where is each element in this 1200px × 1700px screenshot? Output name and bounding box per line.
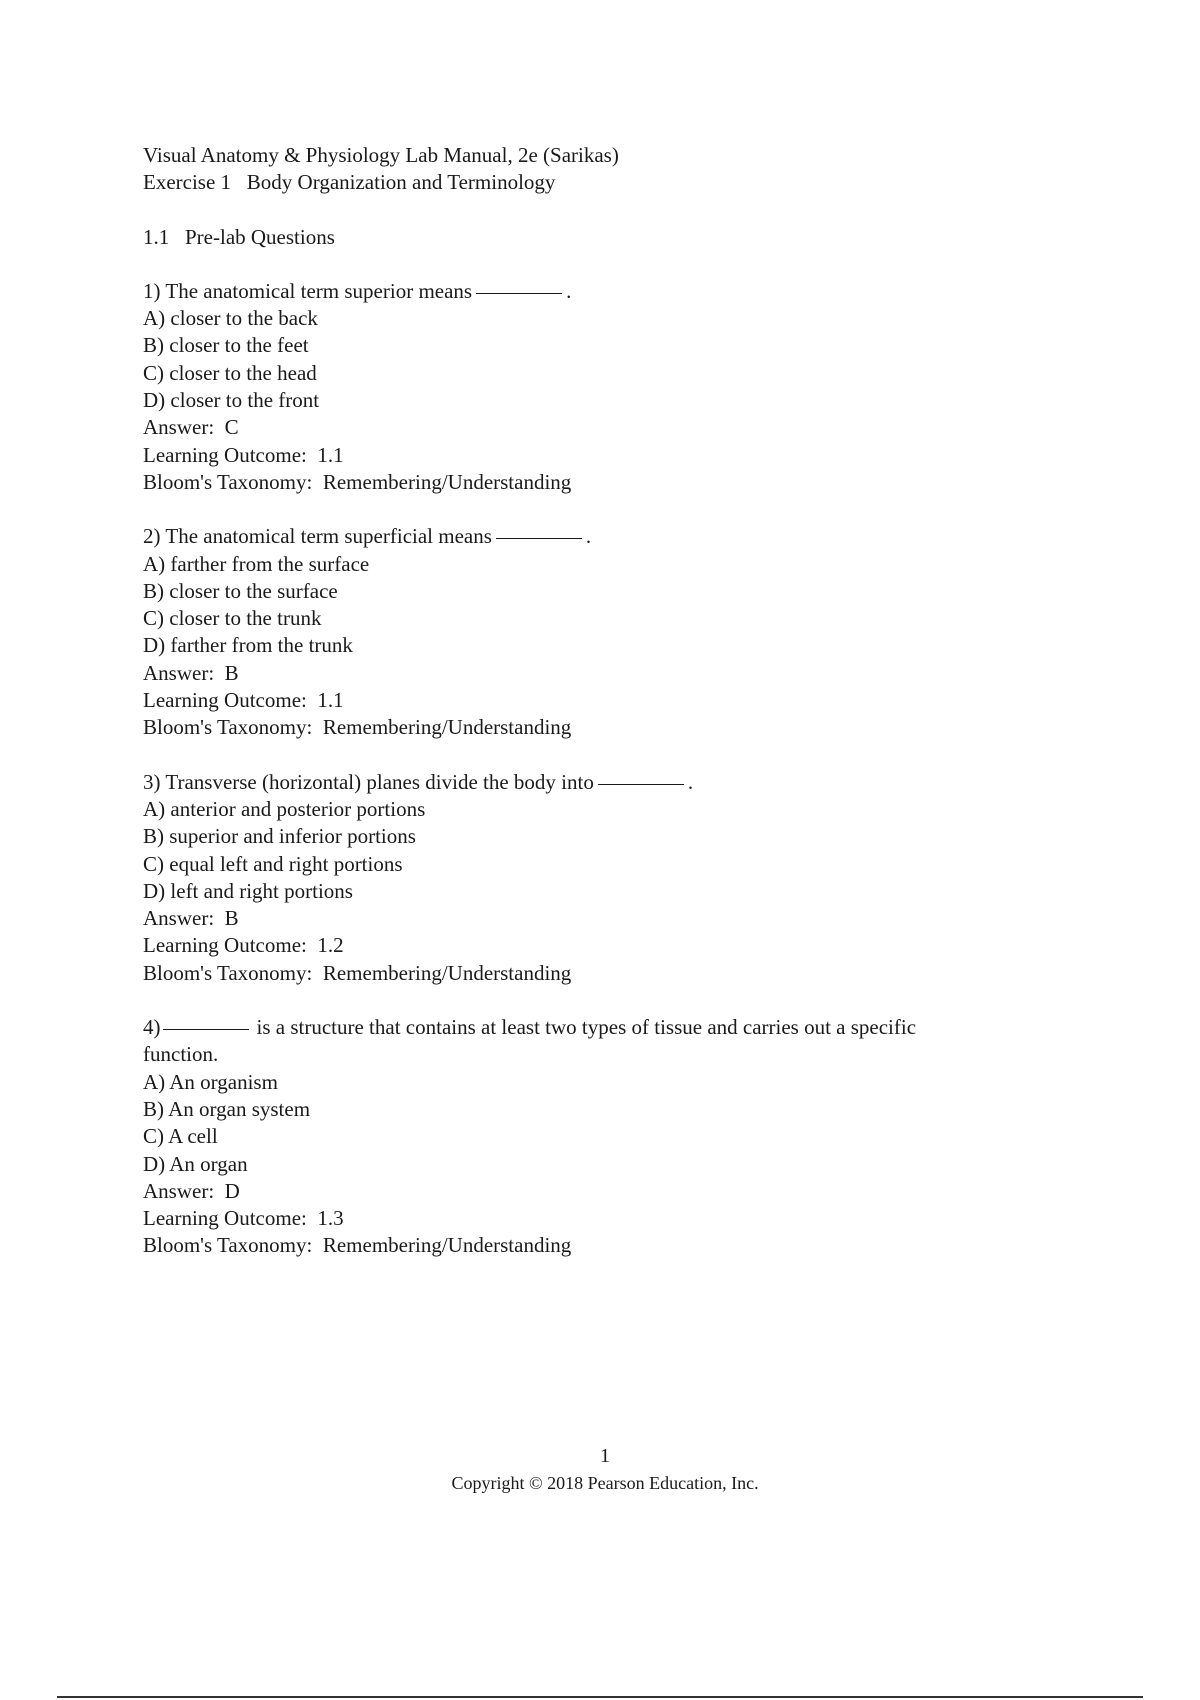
question-stem-continuation: function. bbox=[143, 1042, 219, 1067]
section-title: 1.1 Pre-lab Questions bbox=[143, 224, 335, 249]
answer-line: Answer: D bbox=[143, 1178, 240, 1203]
option-b: B) An organ system bbox=[143, 1096, 311, 1121]
question-stem bbox=[143, 769, 1073, 796]
option-a: A) An organism bbox=[143, 1069, 278, 1094]
question-stem bbox=[143, 278, 1073, 305]
option-b: B) closer to the surface bbox=[143, 578, 338, 603]
question-text: Transverse (horizontal) planes divide the body into bbox=[165, 769, 594, 794]
page-number: 1 bbox=[600, 1445, 610, 1467]
option-b: B) superior and inferior portions bbox=[143, 824, 416, 849]
answer-blank bbox=[476, 293, 562, 294]
question-2 bbox=[143, 523, 1073, 741]
question-4 bbox=[143, 1014, 1073, 1260]
question-number: 4) bbox=[143, 1015, 161, 1040]
option-c: C) A cell bbox=[143, 1124, 218, 1149]
blooms-taxonomy: Bloom's Taxonomy: Remembering/Understanding bbox=[143, 1233, 572, 1258]
answer-blank bbox=[163, 1029, 249, 1030]
question-text: is a structure that contains at least two types of tissue and carries out a specific bbox=[256, 1015, 917, 1040]
document-header bbox=[143, 142, 1073, 197]
copyright-notice: Copyright © 2018 Pearson Education, Inc. bbox=[451, 1473, 759, 1493]
question-text: The anatomical term superficial means bbox=[165, 524, 492, 549]
learning-outcome: Learning Outcome: 1.1 bbox=[143, 688, 344, 713]
question-number: 2) bbox=[143, 524, 161, 549]
question-text-end: . bbox=[585, 524, 592, 549]
section-heading bbox=[143, 224, 1073, 251]
question-number: 1) bbox=[143, 278, 161, 303]
learning-outcome: Learning Outcome: 1.2 bbox=[143, 933, 344, 958]
answer-line: Answer: C bbox=[143, 415, 239, 440]
question-number: 3) bbox=[143, 769, 161, 794]
option-a: A) farther from the surface bbox=[143, 551, 370, 576]
bottom-divider bbox=[57, 1696, 1143, 1698]
document-body bbox=[143, 142, 1073, 1287]
option-d: D) An organ bbox=[143, 1151, 248, 1176]
option-d: D) farther from the trunk bbox=[143, 633, 353, 658]
blooms-taxonomy: Bloom's Taxonomy: Remembering/Understanding bbox=[143, 715, 572, 740]
learning-outcome: Learning Outcome: 1.1 bbox=[143, 442, 344, 467]
exercise-title: Exercise 1 Body Organization and Terminology bbox=[143, 170, 556, 195]
option-a: A) anterior and posterior portions bbox=[143, 796, 426, 821]
question-text-end: . bbox=[566, 278, 572, 303]
answer-line: Answer: B bbox=[143, 906, 239, 931]
question-text-end: . bbox=[687, 769, 694, 794]
option-a: A) closer to the back bbox=[143, 306, 318, 331]
answer-blank bbox=[496, 538, 582, 539]
option-c: C) closer to the head bbox=[143, 360, 317, 385]
learning-outcome: Learning Outcome: 1.3 bbox=[143, 1206, 344, 1231]
question-3 bbox=[143, 769, 1073, 987]
blooms-taxonomy: Bloom's Taxonomy: Remembering/Understanding bbox=[143, 469, 572, 494]
question-1 bbox=[143, 278, 1073, 496]
blooms-taxonomy: Bloom's Taxonomy: Remembering/Understanding bbox=[143, 960, 572, 985]
option-d: D) left and right portions bbox=[143, 878, 353, 903]
answer-line: Answer: B bbox=[143, 660, 239, 685]
option-b: B) closer to the feet bbox=[143, 333, 309, 358]
question-stem bbox=[143, 523, 1073, 550]
book-title: Visual Anatomy & Physiology Lab Manual, 2e (Sarikas) bbox=[143, 143, 619, 167]
question-text: The anatomical term superior means bbox=[165, 278, 473, 303]
option-c: C) equal left and right portions bbox=[143, 851, 403, 876]
option-c: C) closer to the trunk bbox=[143, 606, 322, 631]
answer-blank bbox=[598, 784, 684, 785]
option-d: D) closer to the front bbox=[143, 388, 320, 413]
question-stem bbox=[143, 1014, 1073, 1041]
